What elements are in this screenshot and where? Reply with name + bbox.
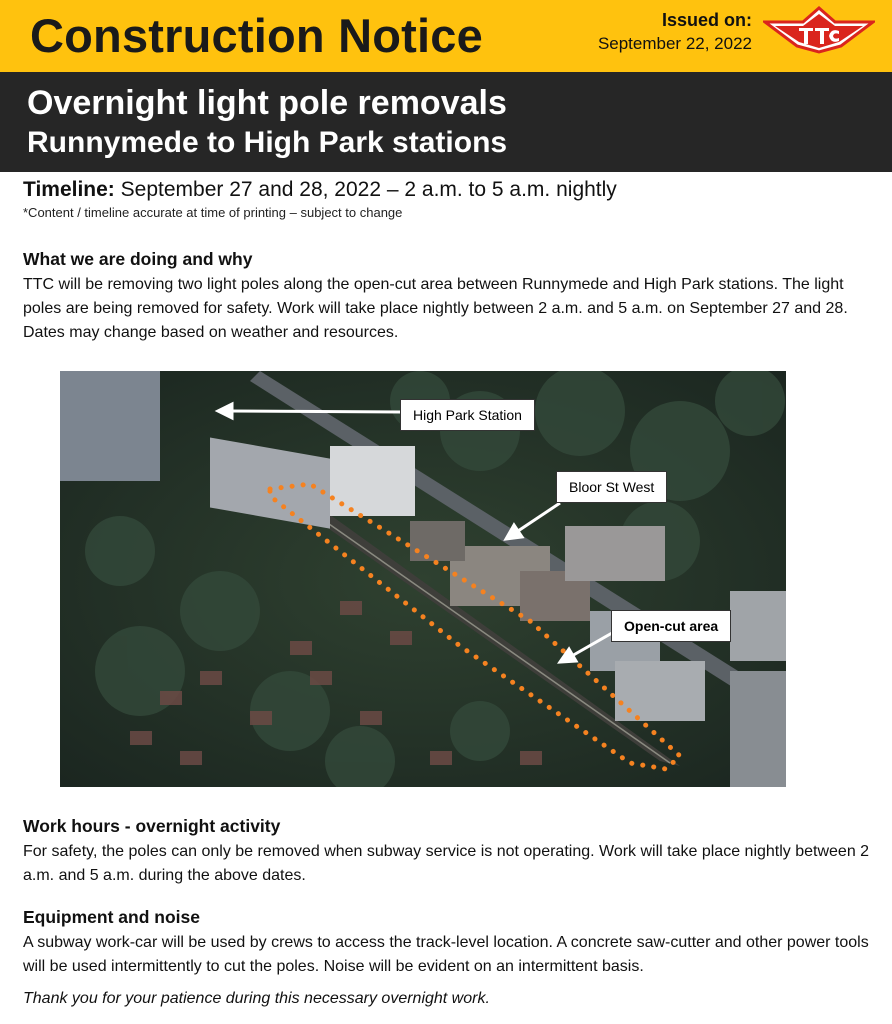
ttc-logo-icon	[763, 6, 875, 54]
timeline	[23, 178, 617, 202]
title-banner	[0, 72, 892, 172]
section-body-what: TTC will be removing two light poles along the open-cut area between Runnymede and High Park stations. The light poles are being removed for safety. Work will take place nightly between 2 a.m. and 5 a.m. on September 27 and 28. Dates may change based on weather and resources.	[23, 276, 848, 341]
timeline-label: Timeline:	[23, 178, 115, 201]
issued-date: September 22, 2022	[597, 34, 752, 53]
issued-label: Issued on:	[661, 10, 752, 30]
aerial-map	[60, 371, 786, 787]
notice-title: Construction Notice	[30, 9, 483, 62]
section-heading-work-hours: Work hours - overnight activity	[23, 816, 281, 836]
aerial-map-graphic	[60, 371, 786, 787]
section-heading-equipment: Equipment and noise	[23, 907, 200, 927]
section-body-work-hours: For safety, the poles can only be removed when subway service is not operating. Work will take place nightly between 2 a.m. and 5 a.m. during the above dates.	[23, 843, 870, 884]
closing-message: Thank you for your patience during this necessary overnight work.	[23, 990, 490, 1007]
callout-high-park-station: High Park Station	[400, 399, 535, 431]
section-heading-what: What we are doing and why	[23, 249, 253, 269]
section-body-equipment: A subway work-car will be used by crews to access the track-level location. A concrete saw-cutter and other power tools will be used intermittently to cut the poles. Noise will be evident on an intermittent basis.	[23, 934, 869, 975]
callout-bloor-st-west: Bloor St West	[556, 471, 667, 503]
header-bar	[0, 0, 892, 72]
timeline-disclaimer: *Content / timeline accurate at time of printing – subject to change	[23, 205, 403, 220]
headline: Overnight light pole removals	[27, 84, 507, 122]
callout-open-cut-area: Open-cut area	[611, 610, 731, 642]
subheadline: Runnymede to High Park stations	[27, 126, 508, 159]
timeline-text: September 27 and 28, 2022 – 2 a.m. to 5 a.m. nightly	[120, 178, 617, 201]
